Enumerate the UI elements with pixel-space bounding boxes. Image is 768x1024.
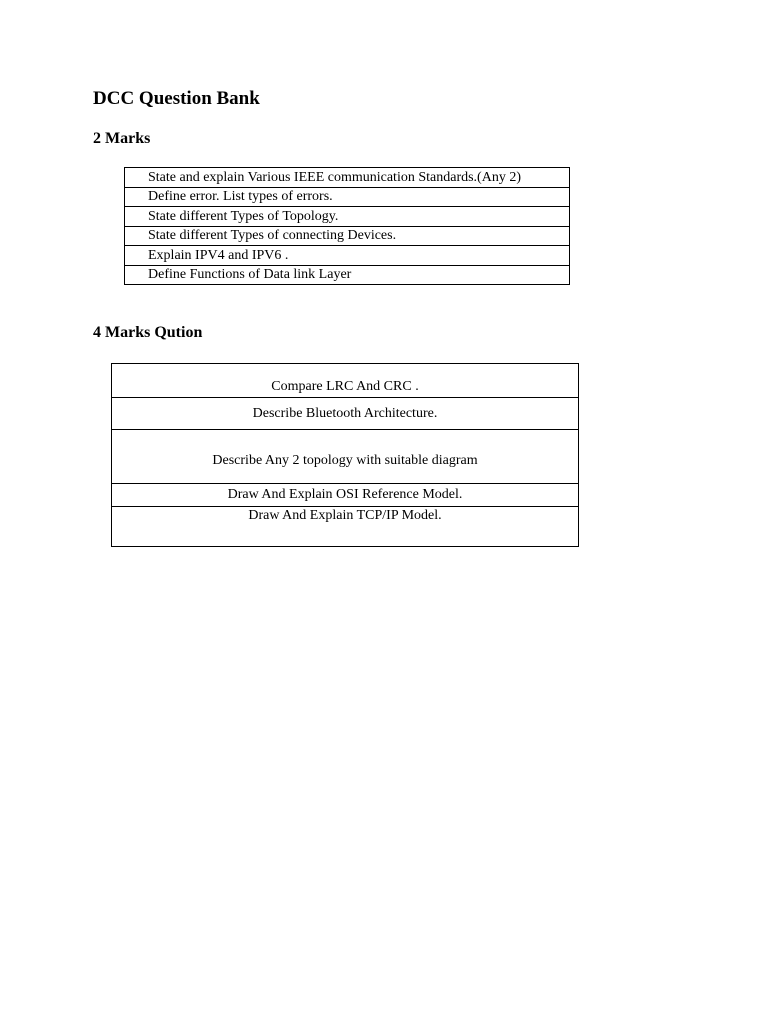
question-cell: Draw And Explain OSI Reference Model.	[112, 484, 579, 507]
question-cell: State different Types of Topology.	[125, 207, 570, 227]
two-marks-question-table	[124, 167, 570, 285]
table-row	[125, 207, 570, 227]
table-row	[125, 265, 570, 285]
question-cell: Define error. List types of errors.	[125, 187, 570, 207]
table-row	[125, 246, 570, 266]
four-marks-question-table	[111, 363, 579, 547]
table-row	[125, 226, 570, 246]
table-row	[112, 430, 579, 484]
question-cell: Compare LRC And CRC .	[112, 364, 579, 398]
question-cell: Define Functions of Data link Layer	[125, 265, 570, 285]
table-row	[125, 168, 570, 188]
section-heading-2-marks: 2 Marks	[93, 130, 151, 147]
question-cell: Draw And Explain TCP/IP Model.	[112, 507, 579, 547]
table-row	[112, 398, 579, 430]
question-cell: Describe Any 2 topology with suitable diagram	[112, 430, 579, 484]
document-title: DCC Question Bank	[93, 88, 260, 109]
table-row	[112, 364, 579, 398]
question-cell: Describe Bluetooth Architecture.	[112, 398, 579, 430]
section-heading-4-marks: 4 Marks Qution	[93, 324, 203, 341]
table-row	[112, 484, 579, 507]
question-cell: Explain IPV4 and IPV6 .	[125, 246, 570, 266]
question-cell: State different Types of connecting Devices.	[125, 226, 570, 246]
question-cell: State and explain Various IEEE communication Standards.(Any 2)	[125, 168, 570, 188]
table-row	[112, 507, 579, 547]
table-row	[125, 187, 570, 207]
